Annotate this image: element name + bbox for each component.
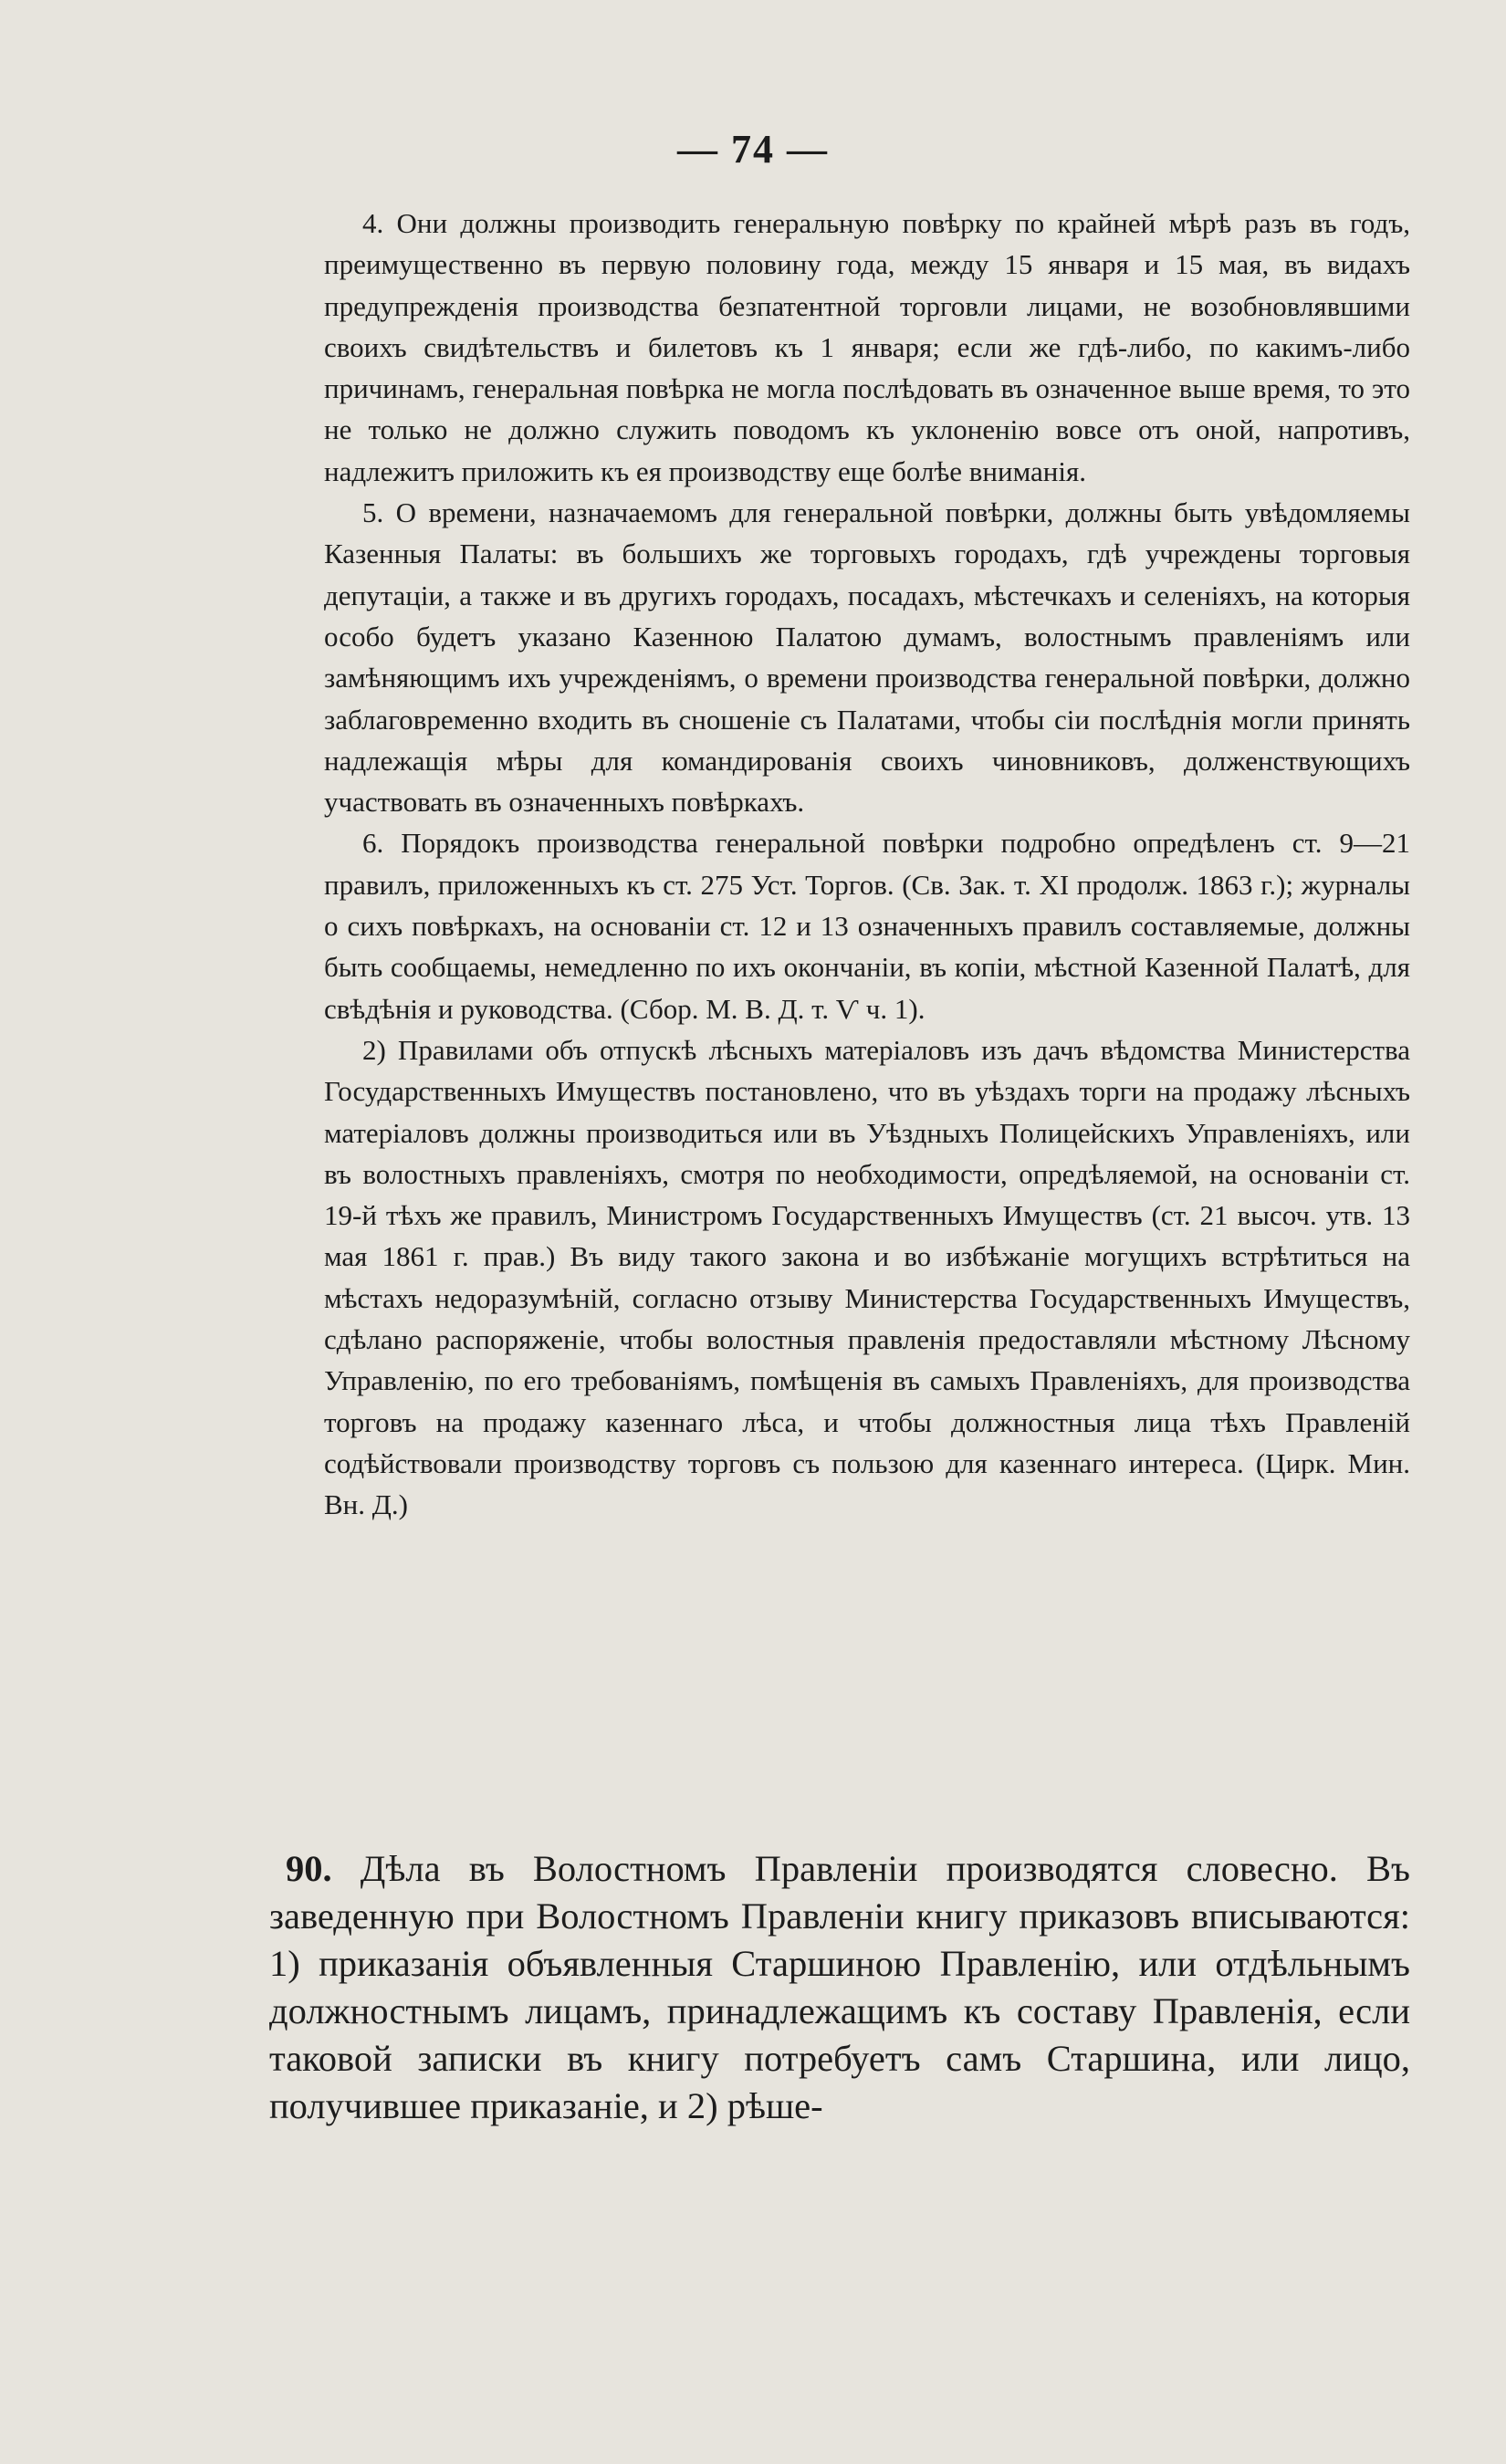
section-text: Дѣла въ Волостномъ Правленіи производятся словесно. Въ заведенную при Волостномъ Правленіи книгу приказовъ вписываются: 1) приказанія объявленныя Старшиною Правленію, или отдѣльнымъ должностнымъ лицамъ, принадлежащимъ къ составу Правленія, если таковой записки въ книгу потребуетъ самъ Старшина, или лицо, получившее приказаніе, и 2) рѣше- [269,1848,1410,2126]
note-paragraph-6: 6. Порядокъ производства генеральной повѣрки подробно опредѣленъ ст. 9—21 правилъ, приложенныхъ къ ст. 275 Уст. Торгов. (Св. Зак. т. XI продолж. 1863 г.); журналы о сихъ повѣркахъ, на основаніи ст. 12 и 13 означенныхъ правилъ составляемые, должны быть сообщаемы, немедленно по ихъ окончаніи, въ копіи, мѣстной Казенной Палатѣ, для свѣдѣнія и руководства. (Сбор. М. В. Д. т. Ѵ ч. 1). [324,827,1410,1025]
footnotes-block [324,203,1410,1526]
note-paragraph-2: 2) Правилами объ отпускѣ лѣсныхъ матеріаловъ изъ дачъ вѣдомства Министерства Государственныхъ Имуществъ постановлено, что въ уѣздахъ торги на продажу лѣсныхъ матеріаловъ должны производиться или въ Уѣздныхъ Полицейскихъ Управленіяхъ, или въ волостныхъ правленіяхъ, смотря по необходимости, опредѣляемой, на основаніи ст. 19-й тѣхъ же правилъ, Министромъ Государственныхъ Имуществъ (ст. 21 высоч. утв. 13 мая 1861 г. прав.) Въ виду такого закона и во избѣжаніе могущихъ встрѣтиться на мѣстахъ недоразумѣній, согласно отзыву Министерства Государственныхъ Имуществъ, сдѣлано распоряженіе, чтобы волостныя правленія предоставляли мѣстному Лѣсному Управленію, по его требованіямъ, помѣщенія въ самыхъ Правленіяхъ, для производства торговъ на продажу казеннаго лѣса, и чтобы должностныя лица тѣхъ Правленій содѣйствовали производству торговъ съ пользою для казеннаго интереса. (Цирк. Мин. Вн. Д.) [324,1033,1410,1521]
main-section [269,1845,1410,2130]
section-number: 90. [286,1848,332,1889]
note-paragraph-5: 5. О времени, назначаемомъ для генеральной повѣрки, должны быть увѣдомляемы Казенныя Палаты: въ большихъ же торговыхъ городахъ, гдѣ учреждены торговыя депутаціи, а также и въ другихъ городахъ, посадахъ, мѣстечкахъ и селеніяхъ, на которыя особо будетъ указано Казенною Палатою думамъ, волостнымъ правленіямъ или замѣняющимъ ихъ учрежденіямъ, о времени производства генеральной повѣрки, должно заблаговременно входить въ сношеніе съ Палатами, чтобы сіи послѣднія могли принять надлежащія мѣры для командированія своихъ чиновниковъ, долженствующихъ участвовать въ означенныхъ повѣркахъ. [324,496,1410,819]
page-number: — 74 — [677,127,829,172]
note-paragraph-4: 4. Они должны производить генеральную повѣрку по крайней мѣрѣ разъ въ годъ, преимущественно въ первую половину года, между 15 января и 15 мая, въ видахъ предупрежденія производства безпатентной торговли лицами, не возобновлявшими своихъ свидѣтельствъ и билетовъ къ 1 января; если же гдѣ-либо, по какимъ-либо причинамъ, генеральная повѣрка не могла послѣдовать въ означенное выше время, то это не только не должно служить поводомъ къ уклоненію вовсе отъ оной, напротивъ, надлежитъ приложить къ ея производству еще болѣе вниманія. [324,207,1410,487]
section-paragraph [269,1845,1410,2130]
